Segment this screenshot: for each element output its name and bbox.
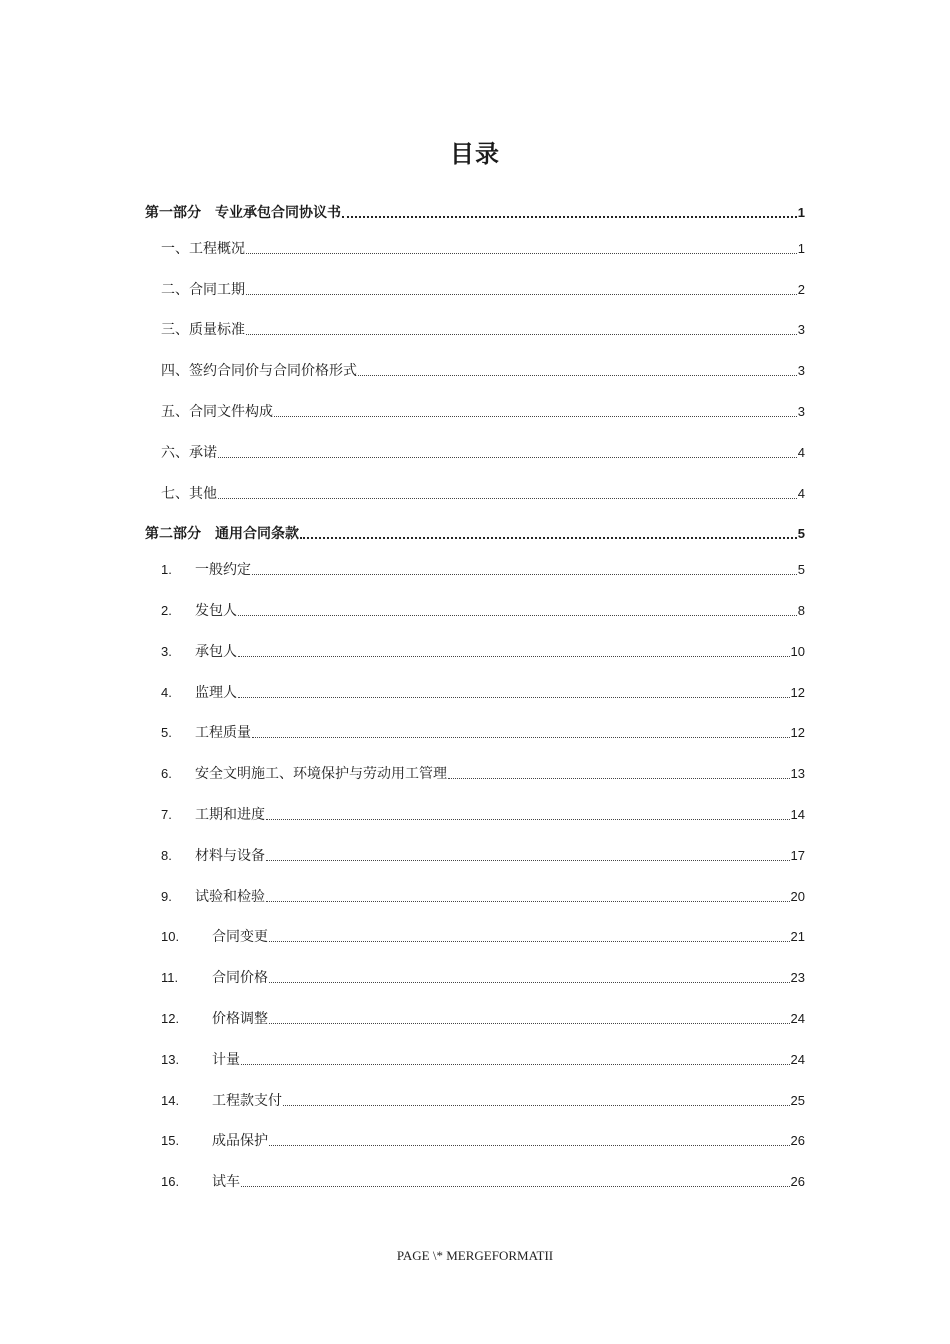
dot-leader	[246, 334, 797, 335]
dot-leader	[238, 615, 797, 616]
toc-entry-label: 七、其他	[161, 485, 217, 502]
toc-entry-number: 13.	[161, 1051, 180, 1067]
toc-entry-label: 工期和进度	[195, 807, 265, 823]
toc-page-number: 2	[797, 281, 805, 297]
toc-entry[interactable]	[0, 718, 805, 742]
toc-page-number: 1	[797, 240, 805, 256]
toc-entry-label: 三、质量标准	[161, 322, 245, 339]
dot-leader	[246, 294, 797, 295]
toc-entry[interactable]	[0, 275, 805, 299]
toc-entry-number: 14.	[161, 1092, 180, 1108]
dot-leader	[283, 1105, 790, 1106]
toc-part-label: 第二部分 通用合同条款	[145, 526, 299, 543]
dot-leader	[274, 416, 797, 417]
dot-leader	[448, 778, 790, 779]
toc-entry-label: 试验和检验	[195, 888, 265, 905]
toc-page-number: 13	[790, 766, 805, 782]
toc-entry-number: 15.	[161, 1133, 180, 1149]
toc-part-label: 第一部分 专业承包合同协议书	[145, 205, 341, 221]
toc-entry[interactable]	[0, 1086, 805, 1110]
dot-leader	[269, 982, 790, 983]
toc-page-number: 3	[797, 322, 805, 338]
toc-page-number: 5	[797, 562, 805, 578]
toc-entry-label: 合同变更	[212, 929, 268, 946]
dot-leader	[266, 819, 790, 820]
toc-page-number: 10	[790, 643, 805, 659]
dot-leader	[358, 375, 797, 376]
toc-page-number: 24	[790, 1011, 805, 1026]
dot-leader	[238, 656, 790, 657]
toc-entry-number: 1.	[161, 562, 172, 578]
toc-entry[interactable]	[0, 800, 805, 824]
dot-leader	[266, 901, 790, 902]
toc-page-number: 12	[790, 684, 805, 700]
toc-entry-number: 2.	[161, 603, 172, 618]
toc-page-number: 21	[790, 929, 805, 945]
dot-leader	[218, 498, 797, 499]
dot-leader	[246, 253, 797, 254]
toc-entry-label: 五、合同文件构成	[161, 404, 273, 420]
toc-entry[interactable]	[0, 922, 805, 946]
toc-part-entry[interactable]	[0, 198, 805, 222]
toc-page-number: 23	[790, 970, 805, 986]
toc-page-number: 3	[797, 404, 805, 419]
toc-entry-label: 六、承诺	[161, 444, 217, 461]
page-title: 目录	[450, 140, 500, 168]
dot-leader	[342, 216, 797, 218]
toc-entry[interactable]	[0, 397, 805, 421]
toc-page-number: 12	[790, 725, 805, 741]
toc-entry[interactable]	[0, 1045, 805, 1069]
toc-page-number: 24	[790, 1051, 805, 1067]
dot-leader	[269, 1023, 790, 1024]
toc-entry-number: 5.	[161, 725, 172, 741]
toc-entry-label: 材料与设备	[195, 847, 265, 864]
toc-entry-number: 6.	[161, 766, 172, 782]
toc-entry-label: 价格调整	[212, 1011, 268, 1027]
dot-leader	[269, 1145, 790, 1146]
toc-entry-label: 承包人	[195, 643, 237, 660]
toc-entry-number: 3.	[161, 643, 172, 659]
toc-page-number: 25	[790, 1092, 805, 1108]
toc-entry-number: 16.	[161, 1174, 180, 1190]
toc-entry-label: 合同价格	[212, 970, 268, 987]
toc-part-entry[interactable]	[0, 519, 805, 543]
toc-entry[interactable]	[0, 963, 805, 987]
toc-entry[interactable]	[0, 1167, 805, 1191]
toc-entry[interactable]	[0, 882, 805, 906]
toc-entry-label: 二、合同工期	[161, 281, 245, 298]
dot-leader	[241, 1186, 790, 1187]
toc-entry-label: 四、签约合同价与合同价格形式	[161, 363, 357, 380]
toc-entry-number: 10.	[161, 929, 180, 945]
toc-entry-label: 安全文明施工、环境保护与劳动用工管理	[195, 766, 447, 783]
toc-page-number: 8	[797, 603, 805, 618]
dot-leader	[300, 537, 797, 539]
toc-entry-number: 11.	[161, 970, 179, 986]
toc-entry-label: 一般约定	[195, 562, 251, 579]
toc-page-number: 4	[797, 444, 805, 460]
dot-leader	[266, 860, 790, 861]
toc-entry-number: 7.	[161, 807, 172, 822]
toc-page-number: 14	[790, 807, 805, 822]
dot-leader	[241, 1064, 790, 1065]
toc-entry-label: 发包人	[195, 603, 237, 619]
toc-entry-label: 计量	[212, 1051, 240, 1068]
toc-entry-number: 9.	[161, 888, 172, 904]
toc-entry[interactable]	[0, 555, 805, 579]
toc-entry[interactable]	[0, 678, 805, 702]
toc-entry-number: 4.	[161, 684, 172, 700]
dot-leader	[269, 941, 790, 942]
toc-entry[interactable]	[0, 637, 805, 661]
toc-entry[interactable]	[0, 759, 805, 783]
toc-entry-label: 监理人	[195, 684, 237, 701]
toc-entry[interactable]	[0, 479, 805, 503]
dot-leader	[238, 697, 790, 698]
toc-entry-label: 工程款支付	[212, 1092, 282, 1109]
toc-entry[interactable]	[0, 841, 805, 865]
toc-entry[interactable]	[0, 438, 805, 462]
toc-page-number: 26	[790, 1174, 805, 1190]
toc-entry[interactable]	[0, 1004, 805, 1028]
toc-entry[interactable]	[0, 596, 805, 620]
toc-entry[interactable]	[0, 234, 805, 258]
toc-page-number: 5	[797, 526, 805, 542]
toc-page-number: 1	[797, 205, 805, 220]
toc-entry-number: 12.	[161, 1011, 180, 1026]
toc-entry-label: 工程质量	[195, 725, 251, 742]
toc-entry-label: 试车	[212, 1174, 240, 1191]
dot-leader	[252, 574, 797, 575]
toc-entry-label: 一、工程概况	[161, 240, 245, 257]
page-footer: PAGE \* MERGEFORMATII	[396, 1248, 554, 1263]
toc-page-number: 4	[797, 485, 805, 501]
toc-page-number: 17	[790, 847, 805, 863]
toc-entry[interactable]	[0, 1126, 805, 1150]
toc-page-number: 26	[790, 1133, 805, 1149]
dot-leader	[252, 737, 790, 738]
toc-page-number: 3	[797, 363, 805, 379]
toc-entry-label: 成品保护	[212, 1133, 268, 1150]
toc-entry-number: 8.	[161, 847, 172, 863]
toc-page-number: 20	[790, 888, 805, 904]
toc-entry[interactable]	[0, 356, 805, 380]
toc-entry[interactable]	[0, 315, 805, 339]
dot-leader	[218, 457, 797, 458]
